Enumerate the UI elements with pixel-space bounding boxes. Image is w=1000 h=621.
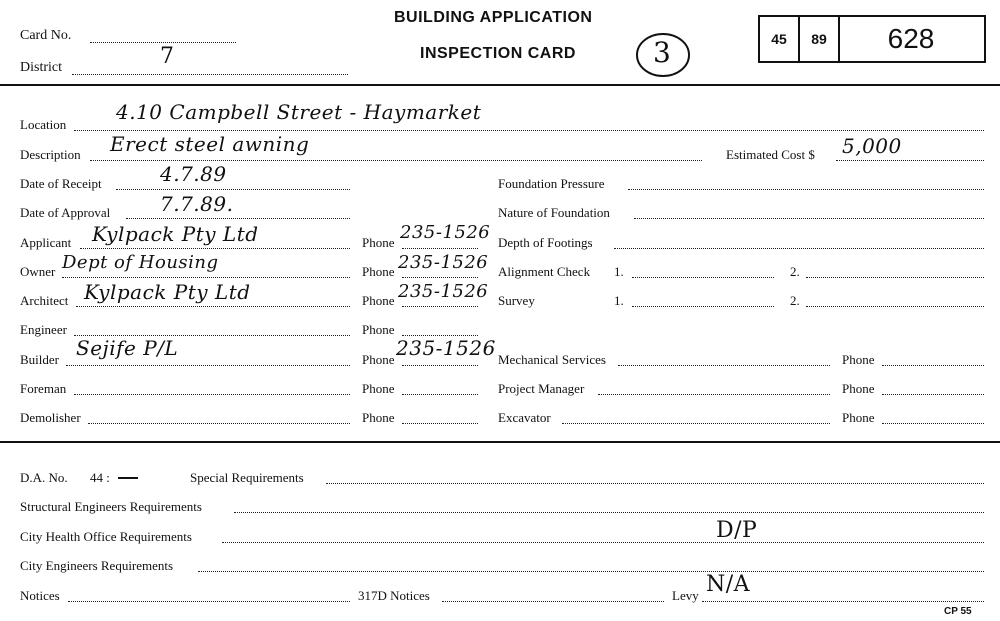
survey-2-label: 2.: [790, 293, 800, 308]
circled-number: 3: [653, 36, 672, 69]
health-label: City Health Office Requirements: [20, 529, 192, 544]
owner-phone-value: 235-1526: [398, 252, 489, 273]
header-divider: [0, 84, 1000, 86]
title-line2: INSPECTION CARD: [420, 45, 576, 62]
architect-phone-field[interactable]: [402, 306, 478, 307]
da-no-dash: [118, 477, 138, 479]
district-field[interactable]: [72, 74, 348, 75]
description-value: Erect steel awning: [110, 132, 310, 156]
mechanical-phone-field[interactable]: [882, 365, 984, 366]
foundation-pressure-label: Foundation Pressure: [498, 176, 605, 191]
project-manager-label: Project Manager: [498, 381, 585, 396]
alignment-2-field[interactable]: [806, 277, 984, 278]
card-no-label: Card No.: [20, 28, 72, 43]
excavator-phone-field[interactable]: [882, 423, 984, 424]
district-label: District: [20, 60, 62, 75]
architect-field[interactable]: [76, 306, 350, 307]
foundation-pressure-field[interactable]: [628, 189, 984, 190]
district-value: 7: [160, 44, 175, 69]
description-label: Description: [20, 147, 81, 162]
builder-label: Builder: [20, 352, 59, 367]
survey-2-field[interactable]: [806, 306, 984, 307]
owner-phone-field[interactable]: [402, 277, 478, 278]
description-field[interactable]: [90, 160, 702, 161]
date-approval-label: Date of Approval: [20, 205, 111, 220]
box-a: 45: [760, 17, 800, 61]
owner-label: Owner: [20, 264, 56, 279]
survey-1-field[interactable]: [632, 306, 774, 307]
title-line1: BUILDING APPLICATION: [394, 9, 593, 26]
estimated-cost-value: 5,000: [842, 134, 902, 158]
builder-value: Sejife P/L: [76, 336, 179, 360]
depth-footings-field[interactable]: [614, 248, 984, 249]
builder-phone-label: Phone: [362, 352, 395, 367]
form-code: CP 55: [944, 606, 972, 617]
applicant-value: Kylpack Pty Ltd: [92, 222, 259, 246]
date-approval-value: 7.7.89.: [160, 192, 234, 216]
foreman-field[interactable]: [74, 394, 350, 395]
architect-phone-label: Phone: [362, 293, 395, 308]
box-b: 89: [800, 17, 840, 61]
owner-value: Dept of Housing: [62, 252, 219, 273]
notices-317d-field[interactable]: [442, 601, 664, 602]
structural-label: Structural Engineers Requirements: [20, 499, 202, 514]
nature-foundation-label: Nature of Foundation: [498, 205, 610, 220]
foreman-phone-label: Phone: [362, 381, 395, 396]
project-manager-phone-label: Phone: [842, 381, 875, 396]
card-no-field[interactable]: [90, 42, 236, 43]
section-divider: [0, 441, 1000, 443]
foreman-phone-field[interactable]: [402, 394, 478, 395]
depth-footings-label: Depth of Footings: [498, 235, 593, 250]
date-receipt-field[interactable]: [116, 189, 350, 190]
special-req-field[interactable]: [326, 483, 984, 484]
date-receipt-label: Date of Receipt: [20, 176, 102, 191]
notices-317d-label: 317D Notices: [358, 588, 430, 603]
estimated-cost-field[interactable]: [836, 160, 984, 161]
applicant-field[interactable]: [80, 248, 350, 249]
notices-field[interactable]: [68, 601, 350, 602]
engineer-label: Engineer: [20, 322, 67, 337]
city-eng-label: City Engineers Requirements: [20, 558, 174, 573]
card-number-box: [758, 15, 986, 63]
project-manager-field[interactable]: [598, 394, 830, 395]
levy-label: Levy: [672, 588, 699, 603]
box-c: 628: [887, 23, 935, 54]
nature-foundation-field[interactable]: [634, 218, 984, 219]
applicant-phone-field[interactable]: [402, 248, 478, 249]
levy-value: N/A: [706, 572, 751, 597]
location-field[interactable]: [74, 130, 984, 131]
owner-field[interactable]: [62, 277, 350, 278]
applicant-phone-label: Phone: [362, 235, 395, 250]
alignment-check-label: Alignment Check: [498, 264, 591, 279]
applicant-label: Applicant: [20, 235, 72, 250]
notices-label: Notices: [20, 588, 60, 603]
architect-phone-value: 235-1526: [398, 281, 489, 302]
special-req-label: Special Requirements: [190, 470, 304, 485]
location-value: 4.10 Campbell Street - Haymarket: [116, 100, 482, 124]
mechanical-phone-label: Phone: [842, 352, 875, 367]
estimated-cost-label: Estimated Cost $: [726, 147, 815, 162]
mechanical-field[interactable]: [618, 365, 830, 366]
owner-phone-label: Phone: [362, 264, 395, 279]
architect-value: Kylpack Pty Ltd: [84, 280, 251, 304]
date-approval-field[interactable]: [126, 218, 350, 219]
engineer-phone-label: Phone: [362, 322, 395, 337]
builder-phone-field[interactable]: [402, 365, 478, 366]
health-field[interactable]: [222, 542, 984, 543]
mechanical-label: Mechanical Services: [498, 352, 606, 367]
alignment-1-field[interactable]: [632, 277, 774, 278]
location-label: Location: [20, 117, 67, 132]
architect-label: Architect: [20, 293, 69, 308]
levy-field[interactable]: [702, 601, 984, 602]
survey-label: Survey: [498, 293, 535, 308]
demolisher-phone-field[interactable]: [402, 423, 478, 424]
da-no-label: D.A. No.: [20, 470, 68, 485]
health-value: D/P: [716, 518, 758, 543]
survey-1-label: 1.: [614, 293, 624, 308]
da-no-value: 44 :: [90, 470, 110, 485]
project-manager-phone-field[interactable]: [882, 394, 984, 395]
applicant-phone-value: 235-1526: [400, 222, 491, 243]
demolisher-field[interactable]: [88, 423, 350, 424]
date-receipt-value: 4.7.89: [160, 162, 227, 186]
foreman-label: Foreman: [20, 381, 67, 396]
city-eng-field[interactable]: [198, 571, 984, 572]
excavator-label: Excavator: [498, 410, 551, 425]
excavator-phone-label: Phone: [842, 410, 875, 425]
demolisher-label: Demolisher: [20, 410, 81, 425]
builder-phone-value: 235-1526: [396, 336, 496, 360]
builder-field[interactable]: [66, 365, 350, 366]
alignment-1-label: 1.: [614, 264, 624, 279]
demolisher-phone-label: Phone: [362, 410, 395, 425]
structural-field[interactable]: [234, 512, 984, 513]
alignment-2-label: 2.: [790, 264, 800, 279]
excavator-field[interactable]: [562, 423, 830, 424]
